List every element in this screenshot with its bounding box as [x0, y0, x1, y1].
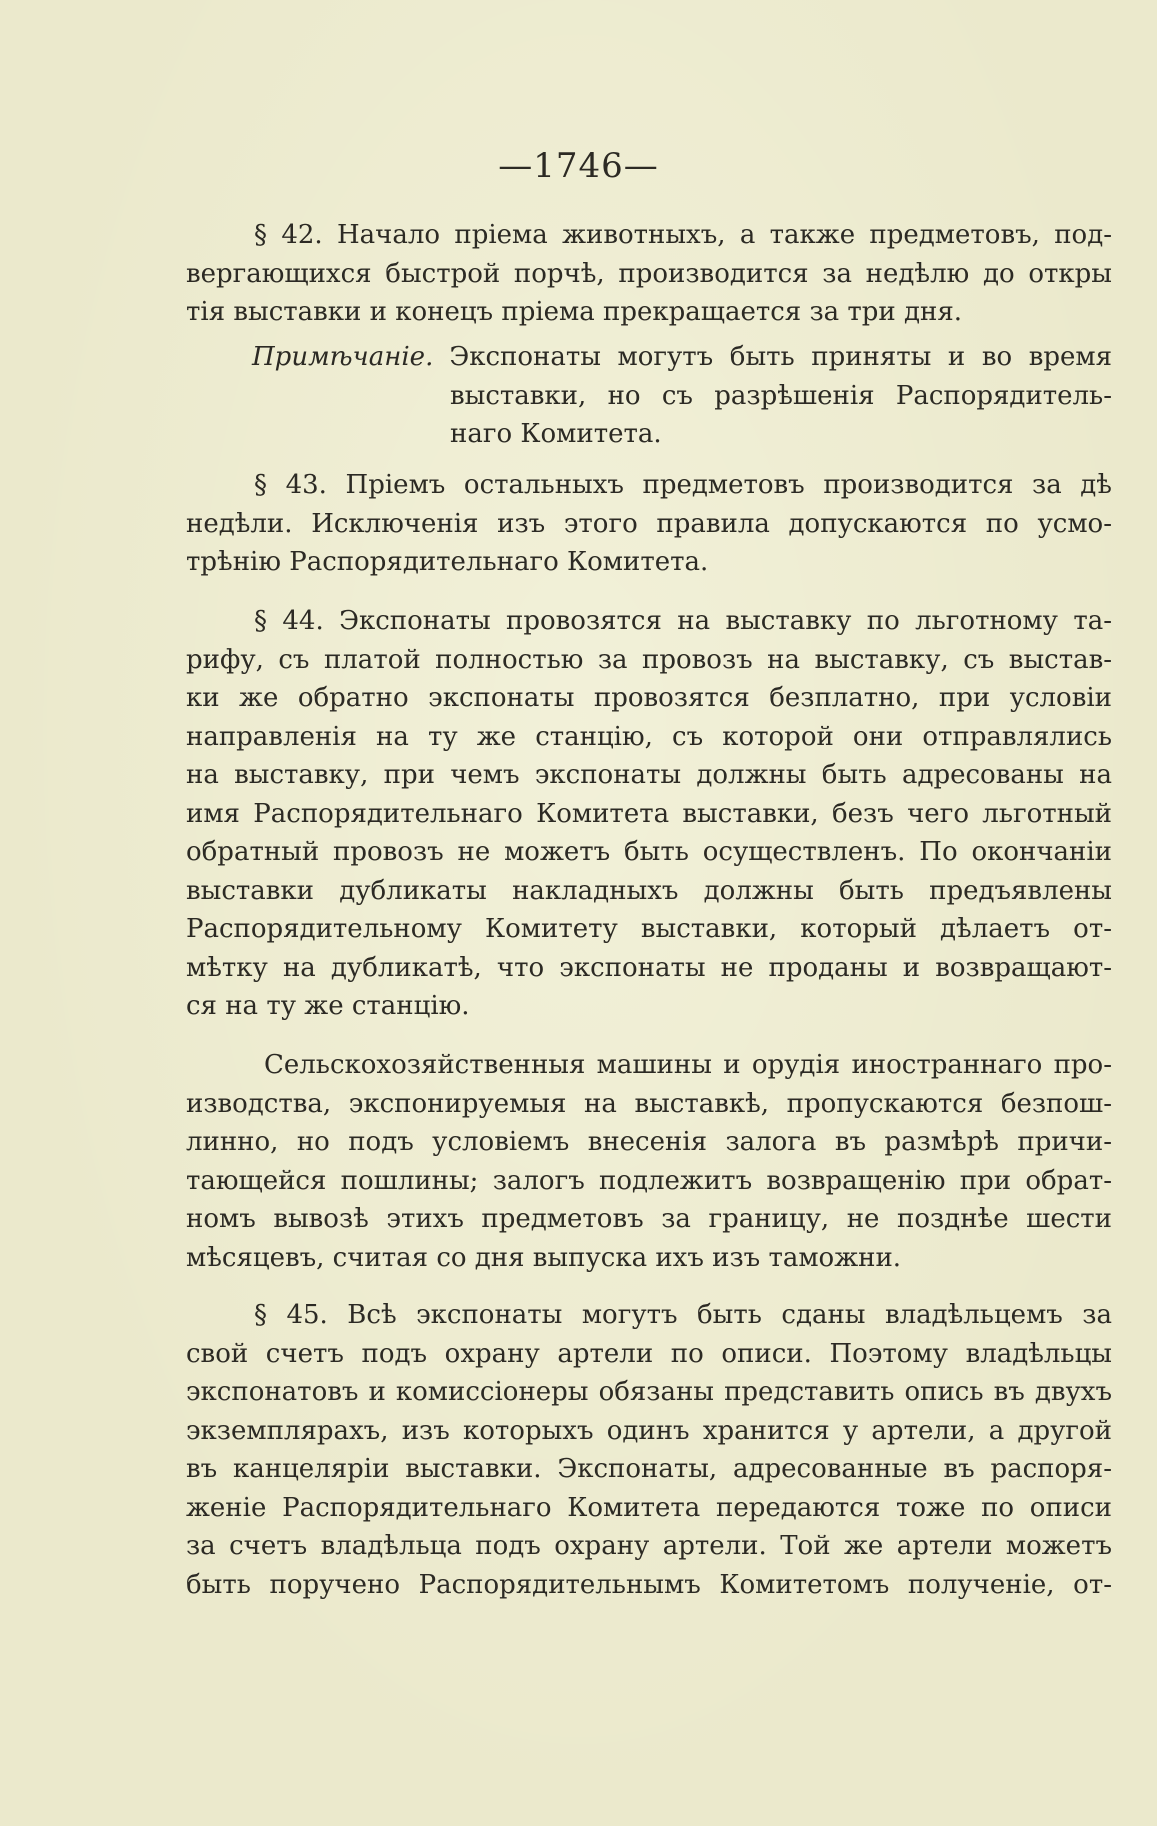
- text-line: мѣтку на дубликатѣ, что экспонаты не проданы и возвращают-: [186, 952, 1112, 983]
- paragraph-42: [186, 216, 1112, 332]
- text-line: мѣсяцевъ, считая со дня выпуска ихъ изъ таможни.: [186, 1242, 902, 1273]
- text-line: на выставку, при чемъ экспонаты должны быть адресованы на: [186, 760, 1112, 790]
- text-line: Экспонаты могутъ быть приняты и во время: [449, 342, 1112, 372]
- text-line: тія выставки и конецъ пріема прекращается за три дня.: [186, 297, 963, 327]
- note-label: Примѣчаніе.: [252, 342, 434, 372]
- text-line: § 43. Пріемъ остальныхъ предметовъ производится за дѣ: [254, 470, 1112, 500]
- text-line: ся на ту же станцію.: [186, 991, 470, 1021]
- text-line: обратный провозъ не можетъ быть осуществленъ. По окончаніи: [186, 837, 1112, 867]
- text-line: тающейся пошлины; залогъ подлежитъ возвращенію при обрат-: [186, 1165, 1112, 1196]
- paragraph-44: [186, 602, 1112, 1026]
- text-line: § 42. Начало пріема животныхъ, а также предметовъ, под-: [254, 220, 1112, 250]
- text-line: ки же обратно экспонаты провозятся безплатно, при условіи: [186, 683, 1112, 713]
- text-line: § 45. Всѣ экспонаты могутъ быть сданы владѣльцемъ за: [254, 1300, 1112, 1330]
- paragraph-43: [186, 466, 1112, 582]
- text-line: вергающихся быстрой порчѣ, производится за недѣлю до откры: [186, 258, 1112, 289]
- page-number: —1746—: [498, 146, 659, 186]
- text-line: свой счетъ подъ охрану артели по описи. Поэтому владѣльцы: [186, 1338, 1112, 1369]
- text-line: линно, но подъ условіемъ внесенія залога въ размѣрѣ причи-: [186, 1127, 1112, 1157]
- text-line: экземплярахъ, изъ которыхъ одинъ хранится у артели, а другой: [186, 1415, 1112, 1446]
- text-line: выставки дубликаты накладныхъ должны быть предъявлены: [186, 875, 1112, 906]
- text-line: § 44. Экспонаты провозятся на выставку по льготному та-: [254, 606, 1112, 636]
- note-paragraph: [252, 338, 1112, 454]
- text-line: за счетъ владѣльца подъ охрану артели. Той же артели можетъ: [186, 1531, 1112, 1561]
- text-line: направленія на ту же станцію, съ которой они отправлялись: [186, 721, 1112, 752]
- text-line: номъ вывозѣ этихъ предметовъ за границу, не позднѣе шести: [186, 1204, 1112, 1234]
- text-line: женіе Распорядительнаго Комитета передаются тоже по описи: [186, 1492, 1112, 1523]
- text-line: быть поручено Распорядительнымъ Комитетомъ полученіе, от-: [186, 1569, 1112, 1600]
- text-line: наго Комитета.: [450, 419, 662, 449]
- paragraph-customs: [186, 1046, 1112, 1277]
- text-line: имя Распорядительнаго Комитета выставки, безъ чего льготный: [186, 798, 1112, 829]
- text-line: экспонатовъ и комиссіонеры обязаны представить опись въ двухъ: [186, 1377, 1112, 1407]
- paragraph-45: [186, 1296, 1112, 1604]
- text-line: недѣли. Исключенія изъ этого правила допускаются по усмо-: [186, 508, 1112, 539]
- text-line: выставки, но съ разрѣшенія Распорядитель-: [450, 380, 1112, 411]
- text-line: изводства, экспонируемыя на выставкѣ, пропускаются безпош-: [186, 1088, 1112, 1119]
- text-line: Сельскохозяйственныя машины и орудія иностраннаго про-: [264, 1050, 1112, 1080]
- text-line: въ канцеляріи выставки. Экспонаты, адресованные въ распоря-: [186, 1454, 1112, 1484]
- text-line: рифу, съ платой полностью за провозъ на выставку, съ выстав-: [186, 644, 1112, 675]
- text-line: Распорядительному Комитету выставки, который дѣлаетъ от-: [186, 914, 1112, 944]
- note-first-line: [252, 338, 1112, 377]
- text-line: трѣнію Распорядительнаго Комитета.: [186, 547, 709, 577]
